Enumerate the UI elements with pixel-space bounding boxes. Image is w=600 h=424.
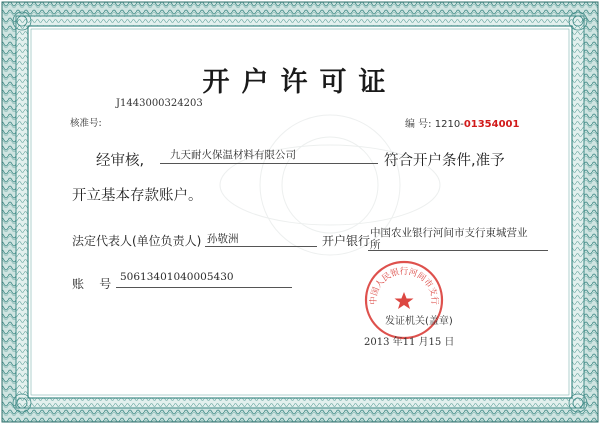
company-name: 九天耐火保温材料有限公司	[170, 149, 296, 161]
issuer-label: 发证机关(盖章)	[385, 316, 453, 327]
serial-number: 01354001	[463, 119, 520, 130]
account-label: 账 号	[72, 277, 112, 291]
bank-label: 开户银行	[322, 234, 371, 248]
serial-label-text: 编 号:	[405, 119, 432, 130]
approval-label: 核准号:	[70, 118, 102, 129]
bank-name-line1: 中国农业银行河间市支行東城营业	[370, 227, 528, 239]
serial-label	[405, 115, 519, 130]
approval-number: J1443000324203	[116, 98, 203, 109]
audit-suffix: 符合开户条件,准予	[384, 153, 505, 169]
legal-rep-name: 孙敬洲	[207, 233, 239, 245]
issue-date: 2013 年11 月15 日	[364, 337, 455, 348]
official-seal	[362, 258, 446, 342]
legal-rep-underline	[205, 246, 317, 247]
bank-underline	[368, 250, 548, 251]
serial-prefix: 1210-	[434, 119, 464, 130]
company-underline	[160, 163, 378, 164]
audit-line2: 开立基本存款账户。	[72, 188, 203, 204]
account-number: 50613401040005430	[120, 271, 234, 283]
account-underline	[116, 287, 292, 288]
seal-text: 中国人民银行河间市支行	[368, 267, 440, 306]
legal-rep-label: 法定代表人(单位负责人)	[72, 234, 202, 248]
bank-name-line2: 所	[370, 239, 381, 251]
audit-prefix: 经审核,	[96, 153, 145, 169]
page-title: 开户许可证	[202, 67, 398, 98]
